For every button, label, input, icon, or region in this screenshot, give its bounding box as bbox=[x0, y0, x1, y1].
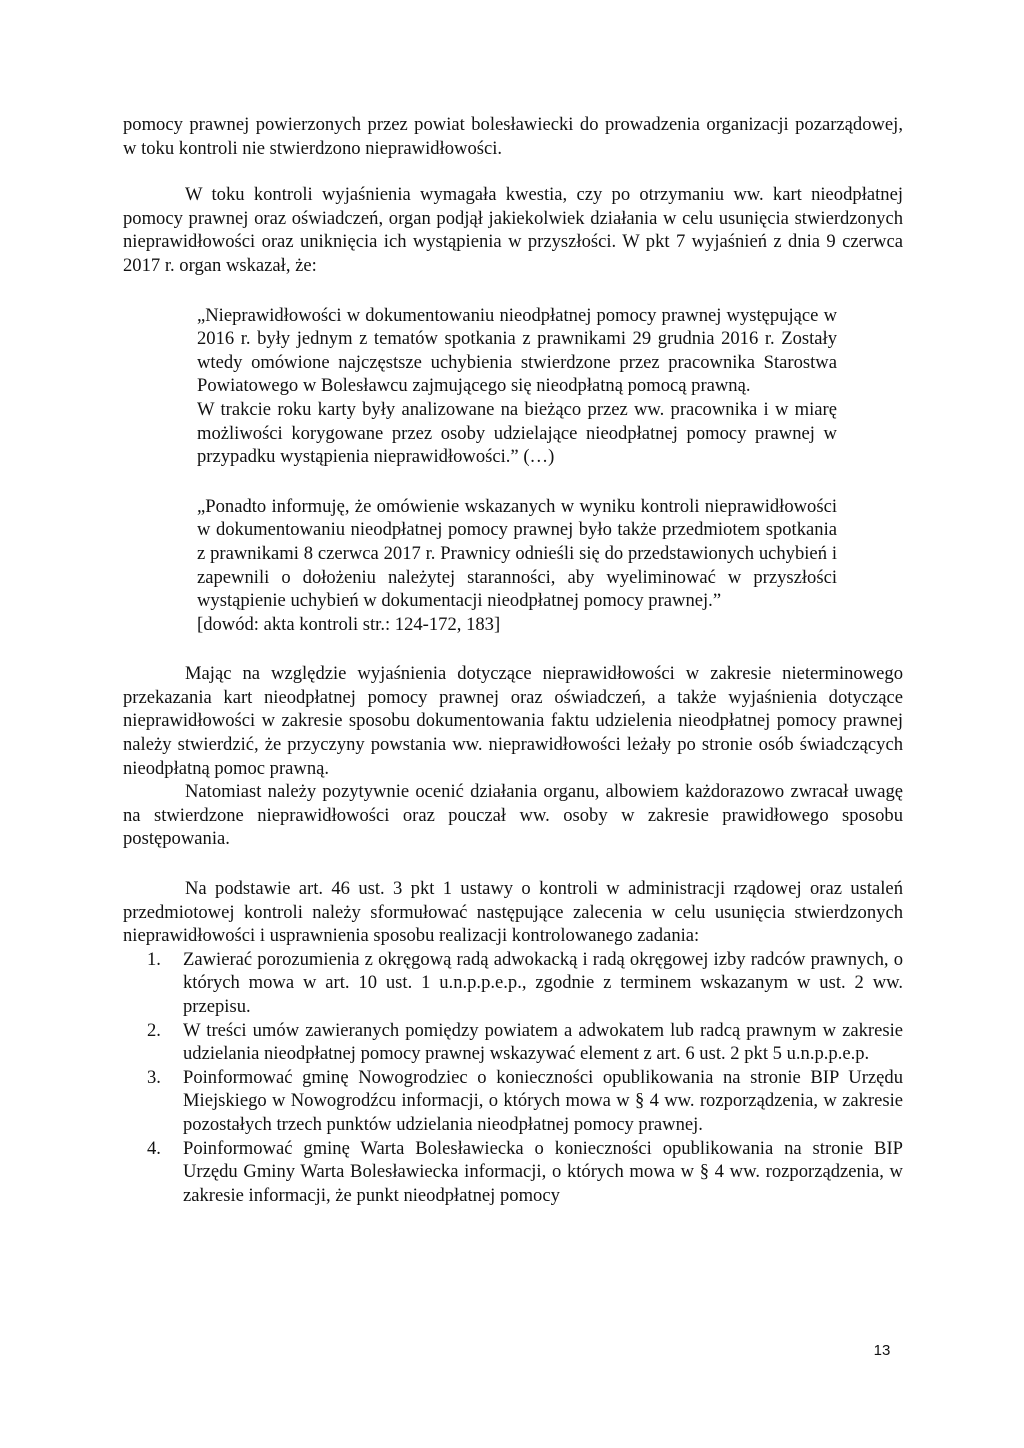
list-item bbox=[123, 1137, 903, 1208]
list-item-text: Zawierać porozumienia z okręgową radą adwokacką i radą okręgowej izby radców prawnych, o których mowa w art. 10 ust. 1 u.n.p.p.e.p., zgodnie z terminem wskazanym w ust. 2 ww. przepisu. bbox=[183, 948, 903, 1017]
list-item-number: 2. bbox=[147, 1019, 161, 1041]
quote-block-first bbox=[197, 304, 837, 469]
quote-first-part-a: „Nieprawidłowości w dokumentowaniu nieodpłatnej pomocy prawnej występujące w 2016 r. były jednym z tematów spotkania z prawnikami 29 grudnia 2016 r. Zostały wtedy omówione najczęstsze uchybienia stwierdzone przez pracownika Starostwa Powiatowego w Bolesławcu zajmującego się nieodpłatną pomocą prawną. bbox=[197, 304, 837, 397]
paragraph-legal-basis: Na podstawie art. 46 ust. 3 pkt 1 ustawy o kontroli w administracji rządowej oraz ustaleń przedmiotowej kontroli należy sformułować następujące zalecenia w celu usunięcia stwierdzonych nieprawidłowości i usprawnienia sposobu realizacji kontrolowanego zadania: bbox=[123, 878, 903, 947]
paragraph-inspection-question: W toku kontroli wyjaśnienia wymagała kwestia, czy po otrzymaniu ww. kart nieodpłatnej pomocy prawnej oraz oświadczeń, organ podjął jakiekolwiek działania w celu usunięcia stwierdzonych nieprawidłowości oraz uniknięcia ich wystąpienia w przyszłości. W pkt 7 wyjaśnień z dnia 9 czerwca 2017 r. organ wskazał, że: bbox=[123, 184, 903, 276]
list-item-text: W treści umów zawieranych pomiędzy powiatem a adwokatem lub radcą prawnym w zakresie udzielania nieodpłatnej pomocy prawnej wskazywać element z art. 6 ust. 2 pkt 5 u.n.p.p.e.p. bbox=[183, 1019, 903, 1065]
paragraph-positive-assessment: Natomiast należy pozytywnie ocenić działania organu, albowiem każdorazowo zwracał uwagę na stwierdzone nieprawidłowości oraz pouczał ww. osoby w zakresie prawidłowego sposobu postępowania. bbox=[123, 781, 903, 850]
document-page bbox=[123, 113, 903, 1207]
list-item-number: 1. bbox=[147, 948, 161, 970]
page-number: 13 bbox=[873, 1342, 891, 1359]
list-item-number: 3. bbox=[147, 1066, 161, 1088]
quote-first-part-b: W trakcie roku karty były analizowane na bieżąco przez ww. pracownika i w miarę możliwości korygowane przez osoby udzielające nieodpłatnej pomocy prawnej w przypadku wystąpienia nieprawidłowości.” (…) bbox=[197, 398, 837, 468]
recommendations-list bbox=[123, 948, 903, 1208]
list-item bbox=[123, 1019, 903, 1066]
quote-second: „Ponadto informuję, że omówienie wskazanych w wyniku kontroli nieprawidłowości w dokumentowaniu nieodpłatnej pomocy prawnej było także przedmiotem spotkania z prawnikami 8 czerwca 2017 r. Prawnicy odnieśli się do przedstawionych uchybień i zapewnili o dołożeniu należytej staranności, aby wyeliminować w przyszłości wystąpienie uchybień w dokumentacji nieodpłatnej pomocy prawnej.” bbox=[197, 495, 837, 612]
paragraph-intro: pomocy prawnej powierzonych przez powiat bolesławiecki do prowadzenia organizacji pozarządowej, w toku kontroli nie stwierdzono nieprawidłowości. bbox=[123, 114, 903, 159]
paragraph-conclusion: Mając na względzie wyjaśnienia dotyczące nieprawidłowości w zakresie nieterminowego przekazania kart nieodpłatnej pomocy prawnej oraz oświadczeń, a także wyjaśnienia dotyczące nieprawidłowości w zakresie sposobu dokumentowania faktu udzielenia nieodpłatnej pomocy prawnej należy stwierdzić, że przyczyny powstania ww. nieprawidłowości leżały po stronie osób świadczących nieodpłatną pomoc prawną. bbox=[123, 663, 903, 779]
list-item-number: 4. bbox=[147, 1137, 161, 1159]
list-item-text: Poinformować gminę Warta Bolesławiecka o konieczności opublikowania na stronie BIP Urzędu Gminy Warta Bolesławiecka informacji, o których mowa w § 4 ww. rozporządzenia, w zakresie informacji, że punkt nieodpłatnej pomocy bbox=[183, 1137, 903, 1206]
list-item bbox=[123, 1066, 903, 1137]
quote-block-second bbox=[197, 495, 837, 613]
list-item-text: Poinformować gminę Nowogrodziec o konieczności opublikowania na stronie BIP Urzędu Miejskiego w Nowogrodźcu informacji, o których mowa w § 4 ww. rozporządzenia, w zakresie pozostałych trzech punktów udzielania nieodpłatnej pomocy prawnej. bbox=[183, 1066, 903, 1135]
evidence-reference: [dowód: akta kontroli str.: 124-172, 183] bbox=[197, 613, 501, 635]
list-item bbox=[123, 948, 903, 1019]
